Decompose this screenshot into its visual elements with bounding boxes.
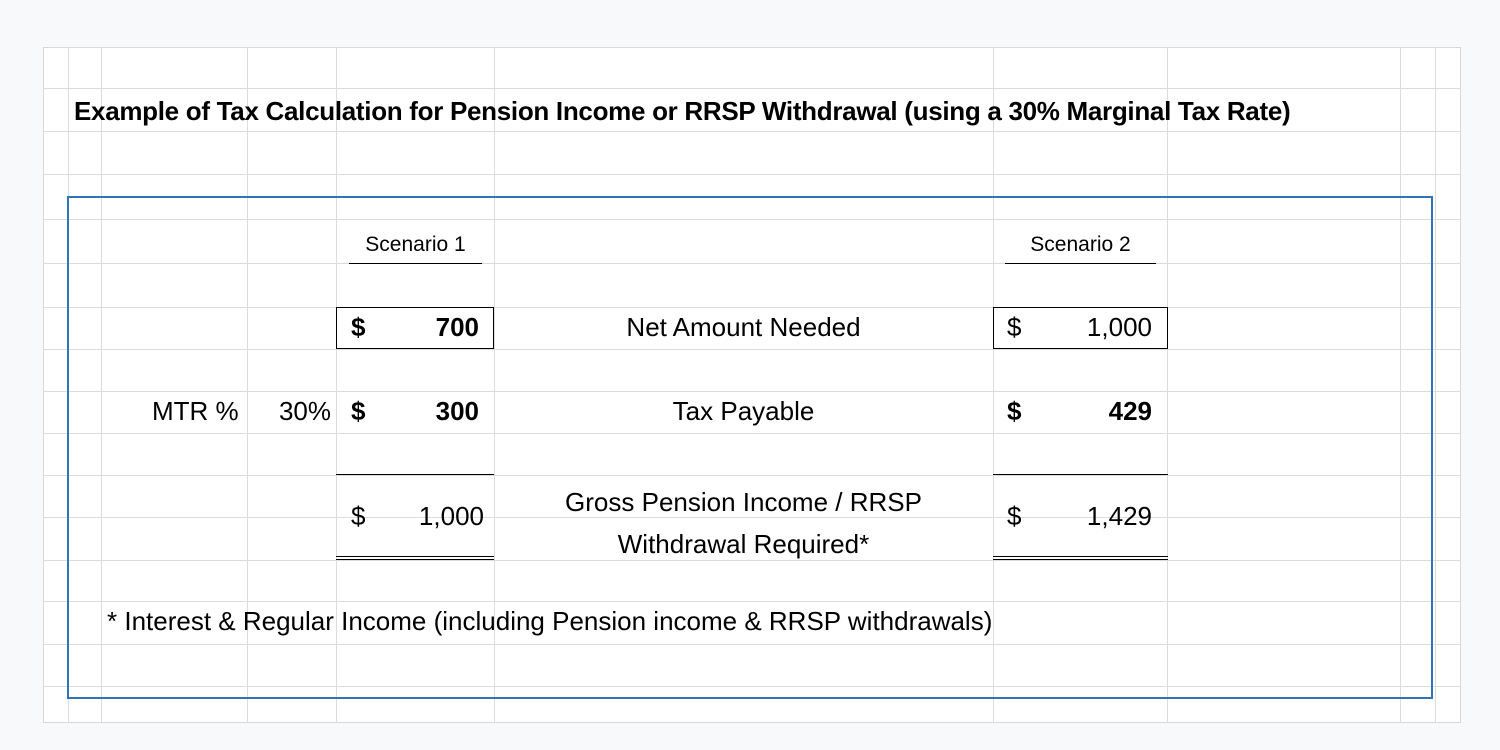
scenario-2-gross-currency: $ (1007, 501, 1022, 531)
scenario-2-tax-currency: $ (1007, 396, 1022, 426)
scenario-2-net-value: 1,000 (1086, 312, 1152, 342)
scenario-2-gross-value: 1,429 (1086, 501, 1152, 531)
scenario-2-header: Scenario 2 (1030, 233, 1131, 256)
gross-label-line-1: Gross Pension Income / RRSP (565, 487, 922, 517)
scenario-1-tax-value: 300 (435, 396, 479, 426)
scenario-1-net-value: 700 (435, 312, 479, 342)
sheet-title: Example of Tax Calculation for Pension Income or RRSP Withdrawal (using a 30% Marginal Tax Rate) (74, 96, 1291, 126)
scenario-1-double-underline (336, 556, 494, 560)
scenario-1-tax-currency: $ (351, 396, 366, 426)
scenario-1-gross-currency: $ (351, 501, 366, 531)
scenario-2-tax-value: 429 (1108, 396, 1152, 426)
gross-label (494, 481, 993, 565)
scenario-2-sum-line (993, 474, 1168, 475)
tax-payable-label: Tax Payable (672, 396, 815, 426)
scenario-1-net-currency: $ (351, 312, 366, 342)
scenario-2-underline (1005, 263, 1156, 264)
net-amount-label: Net Amount Needed (626, 312, 861, 342)
scenario-1-sum-line (336, 474, 494, 475)
scenario-2-net-currency: $ (1007, 312, 1022, 342)
scenario-1-header: Scenario 1 (365, 233, 466, 256)
spreadsheet-area (43, 47, 1461, 723)
scenario-1-gross-value: 1,000 (418, 501, 484, 531)
gross-label-line-2: Withdrawal Required* (617, 529, 870, 559)
scenario-2-double-underline (993, 556, 1168, 560)
mtr-value: 30% (278, 396, 331, 426)
footnote: * Interest & Regular Income (including Pension income & RRSP withdrawals) (107, 606, 993, 636)
mtr-label: MTR % (152, 396, 239, 426)
scenario-1-underline (349, 263, 482, 264)
